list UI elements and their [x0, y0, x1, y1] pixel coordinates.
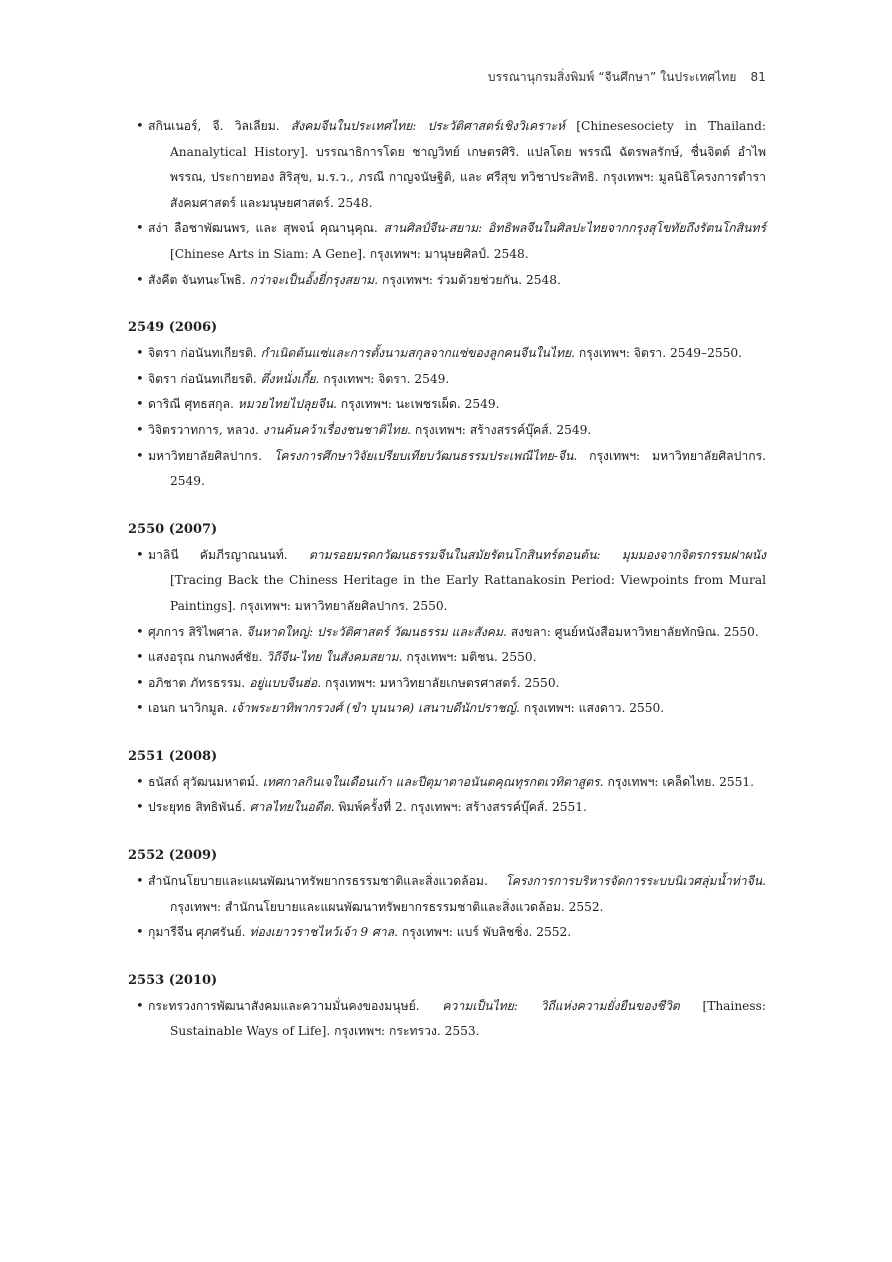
- bibliography-entry: [128, 114, 766, 216]
- entry-publication: กรุงเทพฯ: แสงดาว. 2550.: [523, 701, 665, 716]
- bibliography-entry: [128, 216, 766, 267]
- entry-list: [128, 341, 766, 495]
- entry-author: ประยุทธ สิทธิพันธ์.: [148, 800, 246, 815]
- entry-title: เจ้าพระยาทิพากรวงศ์ (ขำ บุนนาค) เสนาบดีนักปราชญ์.: [231, 701, 520, 716]
- year-heading: 2550 (2007): [128, 521, 218, 537]
- entry-list: [128, 543, 766, 722]
- entry-author: สำนักนโยบายและแผนพัฒนาทรัพยากรธรรมชาติและสิ่งแวดล้อม.: [148, 874, 488, 889]
- entry-title: วิถีจีน-ไทย ในสังคมสยาม.: [266, 650, 403, 665]
- page-number: 81: [750, 70, 766, 84]
- entry-list: [128, 869, 766, 946]
- entry-title: ความเป็นไทย: วิถีแห่งความยั่งยืนของชีวิต: [442, 998, 680, 1013]
- year-heading: 2551 (2008): [128, 748, 218, 764]
- entry-author: ธนัสถ์ สุวัฒนมหาตม์.: [148, 774, 259, 789]
- bibliography-entry: [128, 620, 766, 646]
- entry-author: กุมารีจีน ศุภศรันย์.: [148, 925, 246, 940]
- entry-title: เทศกาลกินเจในเดือนเก้า และปีตุมาตาอนันตคุณทุรกตเวทิตาสูตร.: [262, 774, 604, 789]
- running-title: บรรณานุกรมสิ่งพิมพ์ “จีนศึกษา” ในประเทศไทย: [487, 70, 737, 84]
- entry-publication: [Chinese Arts in Siam: A Gene]. กรุงเทพฯ: มานุษยศิลป์. 2548.: [170, 246, 529, 261]
- entry-title: สังคมจีนในประเทศไทย: ประวัติศาสตร์เชิงวิเคราะห์: [290, 119, 566, 133]
- running-header: [488, 68, 766, 87]
- bibliography-entry: [128, 696, 766, 722]
- entry-author: สังคีต จันทนะโพธิ.: [148, 272, 246, 287]
- bibliography-entry: [128, 645, 766, 671]
- bibliography-entry: [128, 392, 766, 418]
- entry-author: มาลินี คัมภีรญาณนนท์.: [148, 547, 288, 562]
- entry-publication: กรุงเทพฯ: จิตรา. 2549.: [323, 371, 450, 386]
- bibliography-entry: [128, 543, 766, 620]
- entry-list: [128, 770, 766, 821]
- entry-author: กระทรวงการพัฒนาสังคมและความมั่นคงของมนุษย์.: [148, 998, 420, 1013]
- entry-title: ศาลไทยในอดีต.: [249, 800, 335, 815]
- entry-title: ท่องเยาวราชไหว้เจ้า 9 ศาล.: [249, 925, 398, 940]
- bibliography-entry: [128, 341, 766, 367]
- entry-title: หมวยไทยไปลุยจีน.: [237, 397, 337, 412]
- entry-publication: [Tracing Back the Chiness Heritage in the Early Rattanakosin Period: Viewpoints from Mural Paintings]. กรุงเทพฯ: มหาวิทยาลัยศิลปากร. 2550.: [170, 573, 766, 613]
- entry-publication: กรุงเทพฯ: แบร์ พับลิชชิ่ง. 2552.: [401, 925, 572, 940]
- entry-author: จิตรา ก่อนันทเกียรติ.: [148, 346, 257, 361]
- entry-author: สง่า ลือชาพัฒนพร, และ สุพจน์ คุณานุคุณ.: [148, 221, 378, 236]
- entry-author: จิตรา ก่อนันทเกียรติ.: [148, 371, 257, 386]
- entry-author: แสงอรุณ กนกพงศ์ชัย.: [148, 650, 263, 665]
- entry-title: ตามรอยมรดกวัฒนธรรมจีนในสมัยรัตนโกสินทร์ตอนต้น: มุมมองจากจิตรกรรมฝาผนัง: [308, 547, 766, 562]
- entry-publication: กรุงเทพฯ: มหาวิทยาลัยศิลปากร. 2549.: [170, 448, 767, 489]
- bibliography-content: [128, 114, 766, 1045]
- bibliography-entry: [128, 869, 766, 920]
- entry-title: อยู่แบบจีนฮ่อ.: [249, 675, 322, 690]
- bibliography-entry: [128, 770, 766, 796]
- entry-title: สานศิลป์จีน-สยาม: อิทธิพลจีนในศิลปะไทยจากกรุงสุโขทัยถึงรัตนโกสินทร์: [383, 221, 766, 236]
- year-heading: 2552 (2009): [128, 848, 218, 864]
- entry-publication: กรุงเทพฯ: นะเพชรเผ็ด. 2549.: [340, 397, 500, 412]
- entry-author: อภิชาต ภัทรธรรม.: [148, 675, 246, 690]
- bibliography-entry: [128, 418, 766, 444]
- bibliography-entry: [128, 268, 766, 294]
- entry-publication: [Thainess: Sustainable Ways of Life]. กรุงเทพฯ: กระทรวง. 2553.: [170, 998, 767, 1039]
- entry-publication: กรุงเทพฯ: สำนักนโยบายและแผนพัฒนาทรัพยากรธรรมชาติและสิ่งแวดล้อม. 2552.: [170, 899, 604, 914]
- bibliography-entry: [128, 367, 766, 393]
- entry-title: จีนหาดใหญ่: ประวัติศาสตร์ วัฒนธรรม และสังคม.: [246, 624, 507, 639]
- bibliography-entry: [128, 444, 766, 495]
- entry-publication: กรุงเทพฯ: จิตรา. 2549–2550.: [578, 346, 743, 361]
- entry-list-top: [128, 114, 766, 293]
- bibliography-entry: [128, 795, 766, 821]
- year-heading: 2553 (2010): [128, 972, 218, 988]
- bibliography-entry: [128, 920, 766, 946]
- entry-list: [128, 994, 766, 1045]
- entry-publication: กรุงเทพฯ: ร่วมด้วยช่วยกัน. 2548.: [381, 272, 561, 287]
- entry-author: วิจิตรวาทการ, หลวง.: [148, 422, 259, 437]
- entry-publication: กรุงเทพฯ: เคล็ดไทย. 2551.: [607, 774, 755, 789]
- entry-publication: สงขลา: ศูนย์หนังสือมหาวิทยาลัยทักษิณ. 2550.: [510, 624, 759, 639]
- entry-author: เอนก นาวิกมูล.: [148, 701, 228, 716]
- entry-publication: กรุงเทพฯ: มติชน. 2550.: [406, 650, 537, 665]
- entry-author: ศุภการ สิริไพศาล.: [148, 624, 243, 639]
- entry-title: กำเนิดต้นแซ่และการตั้งนามสกุลจากแซ่ของลูกคนจีนในไทย.: [260, 346, 575, 361]
- entry-publication: พิมพ์ครั้งที่ 2. กรุงเทพฯ: สร้างสรรค์บุ๊คส์. 2551.: [338, 800, 587, 815]
- entry-title: ตึ่งหนั่งเกี้ย.: [260, 371, 320, 386]
- entry-publication: กรุงเทพฯ: สร้างสรรค์บุ๊คส์. 2549.: [414, 422, 592, 437]
- entry-title: โครงการศึกษาวิจัยเปรียบเทียบวัฒนธรรมประเพณีไทย-จีน.: [273, 448, 578, 463]
- entry-publication: กรุงเทพฯ: มหาวิทยาลัยเกษตรศาสตร์. 2550.: [324, 675, 560, 690]
- entry-title: โครงการการบริหารจัดการระบบนิเวศลุ่มน้ำท่าจีน.: [505, 874, 766, 889]
- entry-publication: [Chinesesociety in Thailand: Ananalytical History]. บรรณาธิการโดย ชาญวิทย์ เกษตรศิริ. แปลโดย พรรณี ฉัตรพลรักษ์, ชื่นจิตต์ อำไพพรรณ, ประกายทอง สิริสุข, ม.ร.ว., ภรณี กาญจนัษฐิติ, และ ศรีสุข ทวิชาประสิทธิ. กรุงเทพฯ: มูลนิธิโครงการตำราสังคมศาสตร์ และมนุษยศาสตร์. 2548.: [170, 119, 767, 210]
- bibliography-entry: [128, 671, 766, 697]
- entry-title: งานค้นคว้าเรื่องชนชาติไทย.: [262, 422, 411, 437]
- entry-title: กว่าจะเป็นอั้งยี่กรุงสยาม.: [249, 272, 379, 287]
- year-heading: 2549 (2006): [128, 320, 218, 336]
- entry-author: ดาริณี ศุทธสกุล.: [148, 397, 234, 412]
- entry-author: มหาวิทยาลัยศิลปากร.: [148, 448, 262, 463]
- bibliography-entry: [128, 994, 766, 1045]
- entry-author: สกินเนอร์, จี. วิลเลียม.: [148, 119, 280, 133]
